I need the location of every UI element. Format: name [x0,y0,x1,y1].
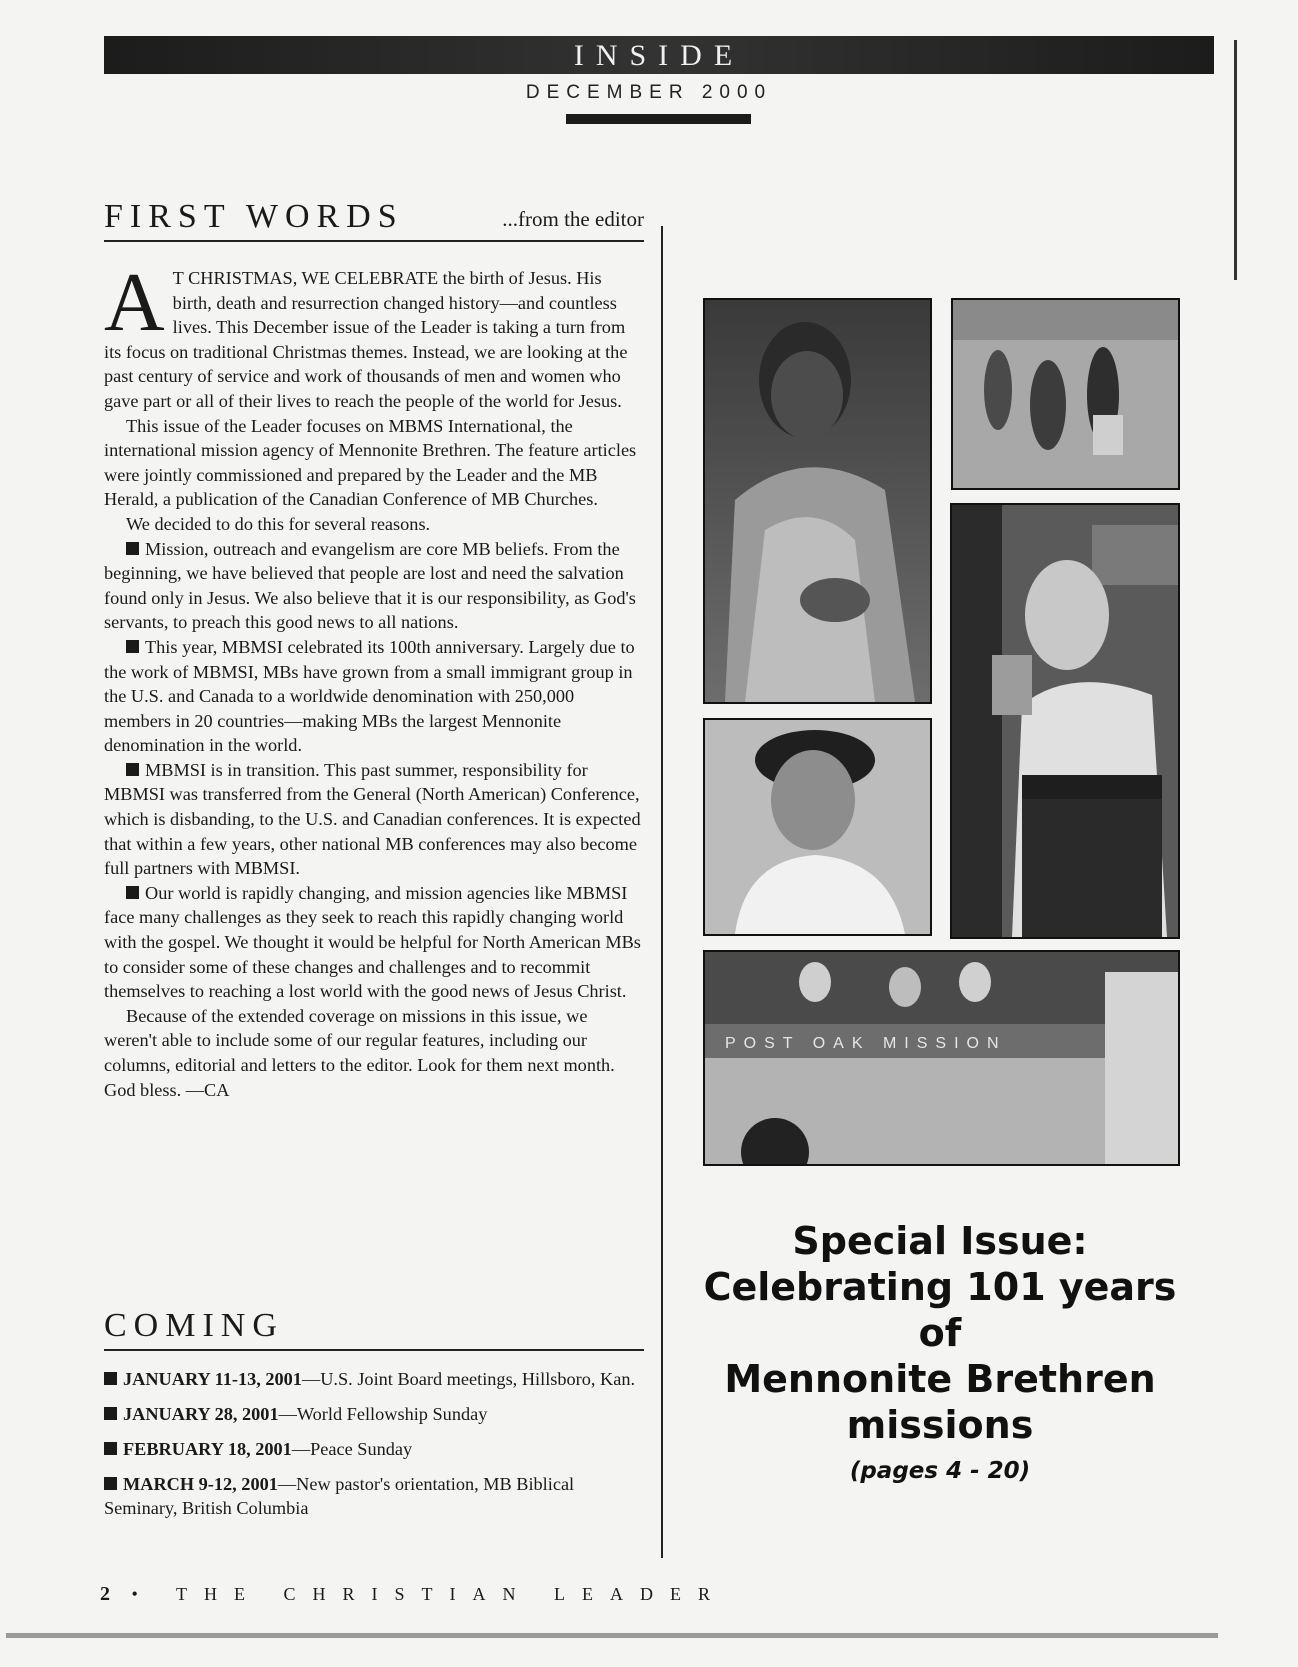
bottom-rule [6,1633,1218,1638]
article-paragraph-6: MBMSI is in transition. This past summer, responsibility for MBMSI was transferred from the General (North American) Conference, which is disbanding, to the U.S. and Canadian conferences. It is expected that within a few years, other national MB conferences may also become full partners with MBMSI. [104,759,641,879]
page-footer: 2 • THE CHRISTIAN LEADER [100,1583,727,1605]
column-divider [661,226,663,1558]
special-line-3: Mennonite Brethren [724,1357,1156,1401]
article-paragraph-8: Because of the extended coverage on missions in this issue, we weren't able to include some of our regular features, including our columns, editorial and letters to the editor. Look for them next month. God bless. —CA [104,1005,615,1100]
article-paragraph-3: We decided to do this for several reasons. [126,513,431,534]
article-paragraph-7: Our world is rapidly changing, and mission agencies like MBMSI face many challenges as they seek to reach this rapidly changing world with the gospel. We thought it would be helpful for North American MBs to consider some of these changes and challenges and to recommit themselves to reaching a lost world with the good news of Jesus Christ. [104,882,641,1002]
date-underline-bar [566,114,751,124]
special-pages: (pages 4 - 20) [849,1458,1031,1484]
photo-young-man [703,718,932,936]
drop-cap: A [104,256,165,349]
coming-heading [104,1305,644,1351]
special-line-1: Special Issue: [792,1219,1088,1263]
first-words-heading [104,198,644,242]
article-paragraph-4: Mission, outreach and evangelism are core MB beliefs. From the beginning, we have believed that people are lost and need the salvation found only in Jesus. We also believe that it is our responsibility, as God's servants, to preach this good news to all nations. [104,538,636,633]
bullet-square-icon [104,1407,117,1420]
photo-mission-bus [703,950,1180,1166]
publication-name: THE CHRISTIAN LEADER [175,1584,727,1604]
list-item: JANUARY 28, 2001—World Fellowship Sunday [104,1402,642,1426]
article-paragraph-2: This issue of the Leader focuses on MBMS International, the international mission agency of Mennonite Brethren. The feature articles were jointly commissioned and prepared by the Leader and the MB Herald, a publication of the Canadian Conference of MB Churches. [104,415,637,510]
list-item: JANUARY 11-13, 2001—U.S. Joint Board meetings, Hillsboro, Kan. [104,1367,642,1391]
photo-children-field [951,298,1180,490]
article-paragraph-5: This year, MBMSI celebrated its 100th anniversary. Largely due to the work of MBMSI, MBs have grown from a small immigrant group in the U.S. and Canada to a worldwide denomination with 250,000 members in 20 countries—making MBs the largest Mennonite denomination in the world. [104,636,635,756]
page-number: 2 [100,1583,110,1605]
bullet-square-icon [126,886,139,899]
bullet-square-icon [126,763,139,776]
inside-banner [104,36,1214,74]
page-edge-rule [1234,40,1237,280]
coming-title: COMING [104,1307,284,1344]
first-words-subtitle: ...from the editor [502,207,644,231]
bullet-square-icon [104,1442,117,1455]
list-item: FEBRUARY 18, 2001—Peace Sunday [104,1437,642,1461]
bullet-square-icon [126,640,139,653]
bullet-square-icon [104,1477,117,1490]
bus-sign: POST OAK MISSION [725,1035,1007,1052]
special-line-4: missions [846,1403,1034,1447]
special-line-2: Celebrating 101 years of [703,1265,1177,1355]
special-issue-callout [680,1218,1200,1488]
coming-events-list [104,1367,642,1531]
inside-label: INSIDE [573,39,745,72]
list-item: MARCH 9-12, 2001—New pastor's orientation, MB Biblical Seminary, British Columbia [104,1474,575,1518]
editor-article [104,256,642,1102]
article-paragraph-1: A T CHRISTMAS, WE CELEBRATE the birth of Jesus. His birth, death and resurrection changed history—and countless lives. This December issue of the Leader is taking a turn from its focus on traditional Christmas themes. Instead, we are looking at the past century of service and work of thousands of men and women who gave part or all of their lives to reach the people of the world for Jesus. [104,256,628,411]
bullet-square-icon [126,542,139,555]
first-words-title: FIRST WORDS [104,198,404,235]
bullet-square-icon [104,1372,117,1385]
photo-man-shaving [950,503,1180,939]
issue-date: DECEMBER 2000 [525,82,773,103]
photo-woman-portrait [703,298,932,704]
